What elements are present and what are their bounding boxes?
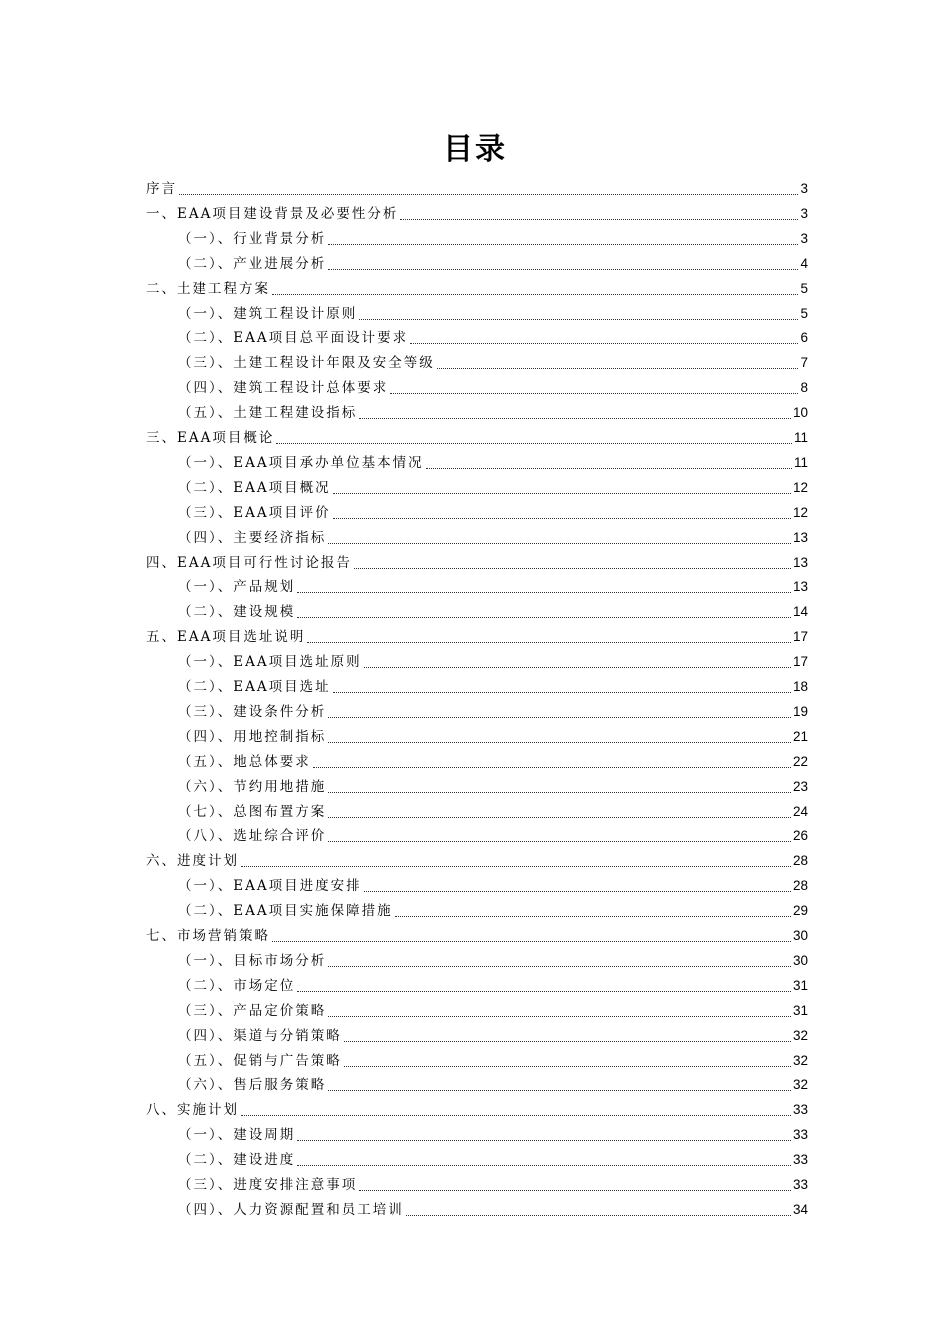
toc-section-entry[interactable] xyxy=(178,896,808,920)
toc-chapter-entry[interactable] xyxy=(146,921,808,945)
toc-entry-label: 七、市场营销策略 xyxy=(146,928,270,944)
toc-section-entry[interactable] xyxy=(178,1120,808,1144)
dot-leader xyxy=(344,1066,791,1067)
toc-chapter-entry[interactable] xyxy=(146,622,808,646)
dot-leader xyxy=(390,393,798,394)
toc-section-entry[interactable] xyxy=(178,249,808,273)
toc-section-entry[interactable] xyxy=(178,1021,808,1045)
toc-section-entry[interactable] xyxy=(178,498,808,522)
toc-entry-label: （四）、人力资源配置和员工培训 xyxy=(178,1201,404,1218)
toc-section-entry[interactable] xyxy=(178,747,808,771)
dot-leader xyxy=(272,941,791,942)
toc-page-number: 5 xyxy=(800,280,808,296)
toc-page-number: 17 xyxy=(792,629,808,645)
toc-entry-label: （一）、行业背景分析 xyxy=(178,230,327,247)
dot-leader xyxy=(328,717,791,718)
toc-section-entry[interactable] xyxy=(178,473,808,497)
toc-page-number: 33 xyxy=(792,1102,808,1118)
toc-page-number: 31 xyxy=(792,977,808,993)
toc-page-number: 21 xyxy=(792,728,808,744)
dot-leader xyxy=(406,1215,791,1216)
toc-section-entry[interactable] xyxy=(178,1046,808,1070)
dot-leader xyxy=(297,617,791,618)
toc-entry-label: （五）、土建工程建设指标 xyxy=(178,405,358,422)
toc-entry-label: 序言 xyxy=(146,181,177,197)
dot-leader xyxy=(354,568,791,569)
toc-section-entry[interactable] xyxy=(178,348,808,372)
toc-section-entry[interactable] xyxy=(178,299,808,323)
toc-section-entry[interactable] xyxy=(178,772,808,796)
toc-page-number: 18 xyxy=(792,679,808,694)
toc-page-number: 34 xyxy=(792,1201,808,1217)
toc-entry-label: （四）、渠道与分销策略 xyxy=(178,1027,342,1044)
toc-entry-label: （二）、EAA项目概况 xyxy=(178,479,331,496)
toc-entry-label: （一）、建筑工程设计原则 xyxy=(178,305,358,322)
toc-page-number: 7 xyxy=(800,355,808,371)
toc-entry-label: （一）、EAA项目进度安排 xyxy=(178,878,362,895)
toc-section-entry[interactable] xyxy=(178,996,808,1020)
dot-leader xyxy=(437,368,799,369)
toc-entry-label: （八）、选址综合评价 xyxy=(178,828,327,845)
toc-entry-label: （一）、产品规划 xyxy=(178,579,296,596)
toc-entry-label: （七）、总图布置方案 xyxy=(178,803,327,820)
toc-section-entry[interactable] xyxy=(178,224,808,248)
toc-entry-label: （三）、建设条件分析 xyxy=(178,703,327,720)
toc-entry-label: （二）、市场定位 xyxy=(178,977,296,994)
toc-page-number: 32 xyxy=(792,1027,808,1043)
toc-entry-label: （三）、土建工程设计年限及安全等级 xyxy=(178,355,435,372)
toc-page-number: 3 xyxy=(800,230,808,246)
toc-entry-label: （一）、目标市场分析 xyxy=(178,952,327,969)
toc-chapter-entry[interactable] xyxy=(146,1095,808,1119)
dot-leader xyxy=(410,343,798,344)
toc-chapter-entry[interactable] xyxy=(146,274,808,298)
toc-entry-label: （五）、促销与广告策略 xyxy=(178,1052,342,1069)
toc-section-entry[interactable] xyxy=(178,722,808,746)
toc-section-entry[interactable] xyxy=(178,797,808,821)
toc-page-number: 13 xyxy=(792,554,808,570)
toc-section-entry[interactable] xyxy=(178,1195,808,1219)
dot-leader xyxy=(359,418,791,419)
toc-page-number: 4 xyxy=(800,255,808,271)
dot-leader xyxy=(364,891,791,892)
dot-leader xyxy=(241,1115,791,1116)
toc-entry-label: 一、EAA项目建设背景及必要性分析 xyxy=(146,205,399,222)
dot-leader xyxy=(359,1190,791,1191)
toc-entry-label: 八、实施计划 xyxy=(146,1102,239,1119)
toc-page-number: 23 xyxy=(792,778,808,794)
dot-leader xyxy=(333,493,791,494)
toc-entry-label: （二）、建设规模 xyxy=(178,604,296,621)
toc-entry-label: （一）、建设周期 xyxy=(178,1127,296,1144)
toc-entry-label: （一）、EAA项目承办单位基本情况 xyxy=(178,454,424,471)
toc-page-number: 28 xyxy=(792,853,808,869)
toc-chapter-entry[interactable] xyxy=(146,423,808,447)
toc-page-number: 12 xyxy=(792,504,808,520)
toc-title: 目录 xyxy=(443,132,507,167)
toc-section-entry[interactable] xyxy=(178,672,808,696)
dot-leader xyxy=(297,1140,791,1141)
toc-entry-label: （六）、售后服务策略 xyxy=(178,1077,327,1094)
toc-page-number: 32 xyxy=(792,1077,808,1093)
toc-page-number: 32 xyxy=(792,1052,808,1068)
toc-page-number: 11 xyxy=(793,430,808,445)
toc-section-entry[interactable] xyxy=(178,871,808,895)
dot-leader xyxy=(364,667,791,668)
dot-leader xyxy=(359,319,798,320)
dot-leader xyxy=(307,642,791,643)
toc-page-number: 29 xyxy=(792,903,808,919)
dot-leader xyxy=(313,767,791,768)
toc-entry-label: （二）、EAA项目选址 xyxy=(178,679,331,695)
toc-page-number: 33 xyxy=(792,1127,808,1143)
dot-leader xyxy=(297,991,791,992)
toc-section-entry[interactable] xyxy=(178,971,808,995)
dot-leader xyxy=(328,269,798,270)
toc-entry-label: （二）、建设进度 xyxy=(178,1152,296,1169)
dot-leader xyxy=(328,244,798,245)
toc-entry-label: （二）、EAA项目总平面设计要求 xyxy=(178,330,409,347)
dot-leader xyxy=(328,1016,791,1017)
toc-page-number: 3 xyxy=(800,181,808,196)
toc-page-number: 30 xyxy=(792,928,808,943)
dot-leader xyxy=(276,443,792,444)
toc-entry-label: （二）、EAA项目实施保障措施 xyxy=(178,903,393,920)
toc-entry-label: 六、进度计划 xyxy=(146,853,239,870)
toc-section-entry[interactable] xyxy=(178,597,808,621)
toc-section-entry[interactable] xyxy=(178,946,808,970)
toc-entry-label: （三）、产品定价策略 xyxy=(178,1002,327,1019)
dot-leader xyxy=(426,468,792,469)
toc-section-entry[interactable] xyxy=(178,1170,808,1194)
dot-leader xyxy=(328,792,791,793)
toc-entry-label: （一）、EAA项目选址原则 xyxy=(178,654,362,671)
dot-leader xyxy=(333,518,791,519)
dot-leader xyxy=(328,817,791,818)
toc-entry-label: 三、EAA项目概论 xyxy=(146,430,275,446)
toc-page-number: 31 xyxy=(792,1002,808,1018)
toc-entry-label: （五）、地总体要求 xyxy=(178,753,311,770)
toc-page-number: 24 xyxy=(792,803,808,819)
toc-section-entry[interactable] xyxy=(178,448,808,472)
toc-page-number: 13 xyxy=(792,529,808,545)
toc-entry-label: （六）、节约用地措施 xyxy=(178,778,327,795)
toc-page-number: 26 xyxy=(792,828,808,844)
dot-leader xyxy=(328,543,791,544)
toc-section-entry[interactable] xyxy=(178,821,808,845)
toc-entry-label: 二、土建工程方案 xyxy=(146,280,270,297)
toc-page-number: 10 xyxy=(792,405,808,421)
toc-entry-label: （四）、用地控制指标 xyxy=(178,728,327,745)
dot-leader xyxy=(328,966,791,967)
toc-section-entry[interactable] xyxy=(178,398,808,422)
dot-leader xyxy=(328,841,791,842)
toc-entry-label: （三）、EAA项目评价 xyxy=(178,504,331,521)
dot-leader xyxy=(400,219,798,220)
toc-entry-label: （二）、产业进展分析 xyxy=(178,255,327,272)
toc-page-number: 33 xyxy=(792,1177,808,1192)
dot-leader xyxy=(328,742,791,743)
toc-entry-label: 四、EAA项目可行性讨论报告 xyxy=(146,554,352,571)
toc-section-entry[interactable] xyxy=(178,572,808,596)
toc-page-number: 11 xyxy=(793,454,808,470)
dot-leader xyxy=(179,194,798,195)
dot-leader xyxy=(272,294,798,295)
toc-entry-label: （三）、进度安排注意事项 xyxy=(178,1177,358,1193)
toc-entry-label: （四）、建筑工程设计总体要求 xyxy=(178,380,389,397)
toc-page-number: 22 xyxy=(792,753,808,769)
toc-section-entry[interactable] xyxy=(178,647,808,671)
toc-section-entry[interactable] xyxy=(178,523,808,547)
toc-page-number: 17 xyxy=(792,654,808,670)
dot-leader xyxy=(241,866,791,867)
toc-entry-label: （四）、主要经济指标 xyxy=(178,529,327,546)
toc-chapter-entry[interactable] xyxy=(146,174,808,198)
toc-section-entry[interactable] xyxy=(178,323,808,347)
toc-page-number: 13 xyxy=(792,579,808,595)
toc-page-number: 19 xyxy=(792,703,808,719)
dot-leader xyxy=(297,592,791,593)
toc-chapter-entry[interactable] xyxy=(146,846,808,870)
toc-chapter-entry[interactable] xyxy=(146,199,808,223)
toc-page-number: 14 xyxy=(792,604,808,620)
dot-leader xyxy=(328,1090,791,1091)
toc-section-entry[interactable] xyxy=(178,1145,808,1169)
toc-page-number: 30 xyxy=(792,952,808,968)
toc-page-number: 6 xyxy=(800,330,808,346)
toc-page-number: 12 xyxy=(792,479,808,495)
toc-page-number: 5 xyxy=(800,305,808,321)
toc-page-number: 3 xyxy=(800,205,808,221)
toc-page-number: 33 xyxy=(792,1152,808,1168)
toc-entry-label: 五、EAA项目选址说明 xyxy=(146,629,306,646)
dot-leader xyxy=(333,692,791,693)
toc-section-entry[interactable] xyxy=(178,1070,808,1094)
toc-page-number: 28 xyxy=(792,878,808,894)
toc-section-entry[interactable] xyxy=(178,697,808,721)
dot-leader xyxy=(297,1165,791,1166)
toc-page-number: 8 xyxy=(800,380,808,396)
toc-chapter-entry[interactable] xyxy=(146,548,808,572)
dot-leader xyxy=(395,916,791,917)
dot-leader xyxy=(344,1041,791,1042)
toc-section-entry[interactable] xyxy=(178,373,808,397)
